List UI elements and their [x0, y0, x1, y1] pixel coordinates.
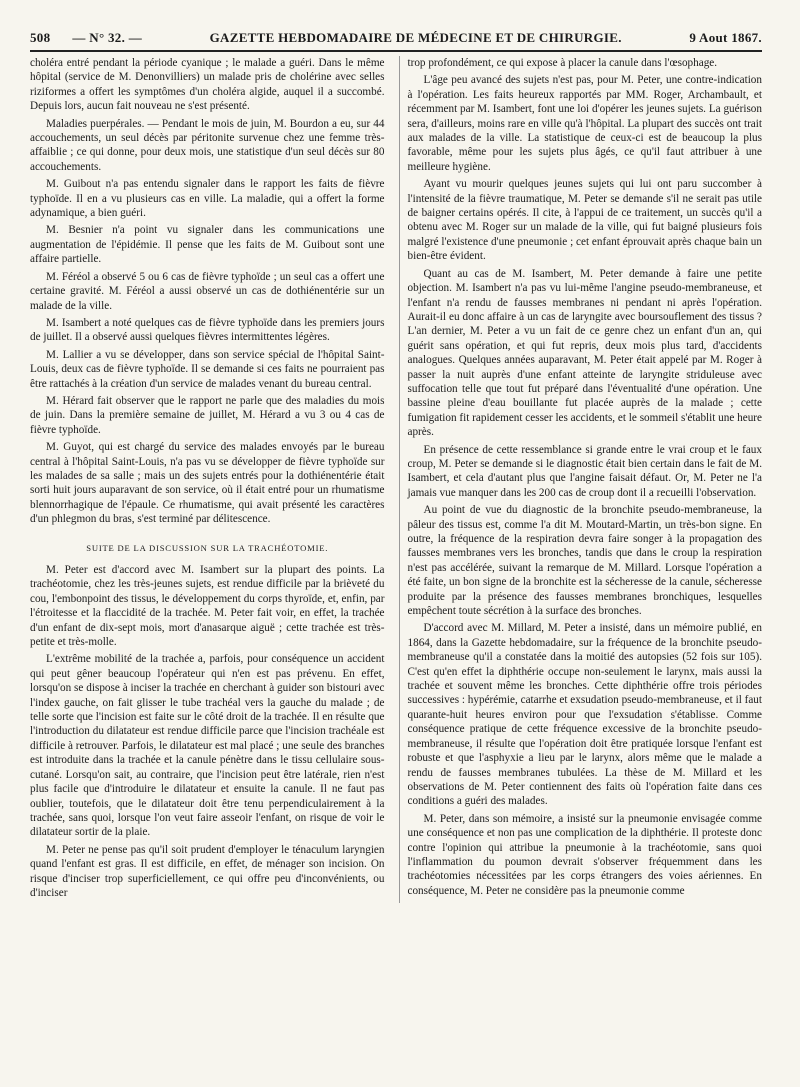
left-column: [30, 56, 385, 903]
paragraph: En présence de cette ressemblance si grande entre le vrai croup et le faux croup, M. Peter se demande si le diagnostic était bien certain dans le fait de M. Isambert, et cela d'autant plus que l'angine faisait défaut. Or, M. Peter ne l'a jamais vue manquer dans les 200 cas de croup dont il a recueilli l'observation.: [407, 443, 762, 499]
paragraph: L'extrême mobilité de la trachée a, parfois, pour conséquence un accident qui peut gêner beaucoup l'opérateur qui n'en est pas prévenu. En effet, lorsqu'on se dispose à inciser la trachée en cherchant à guider son bistouri avec l'index gauche, on fait glisser le tube trachéal vers la gauche du malade ; de telle sorte que l'incision est faite sur le côté droit de la trachée. Il en résulte que l'introduction du dilatateur est rendue difficile parce que l'incision trachéale est difficile à retrouver. Parfois, le dilatateur est mal placé ; une seule des branches est introduite dans la trachée et la canule pénètre dans le tissu cellulaire sous-cutané. Lorsqu'on sait, au contraire, que l'incision peut être latérale, rien n'est plus facile que d'introduire le dilatateur et ensuite la canule. Il ne faut pas oublier, toutefois, que le dilatateur doit être tenu perpendiculairement à la trachée, sans quoi, lorsque l'on veut faire asseoir l'enfant, on risque de voir le dilatateur sortir de la plaie.: [30, 653, 385, 839]
paragraph: trop profondément, ce qui expose à placer la canule dans l'œsophage.: [407, 57, 718, 69]
paragraph: M. Peter, dans son mémoire, a insisté sur la pneumonie envisagée comme une conséquence et non pas une complication de la diphthérie. Il proteste donc contre l'opinion qui attribue la pneumonie à la trachéotomie, sans quoi l'inflammation du poumon devrait s'observer fréquemment dans les trachéotomies nécessitées par les corps étrangers des voies aériennes. En conséquence, M. Peter ne considère pas la pneumonie comme: [407, 812, 762, 897]
paragraph: M. Lallier a vu se développer, dans son service spécial de l'hôpital Saint-Louis, deux cas de fièvre typhoïde. Il se demande si ces faits ne pourraient pas être rattachés à la création d'un service de malades venant du bureau central.: [30, 348, 385, 390]
paragraph: Ayant vu mourir quelques jeunes sujets qui lui ont paru succomber à l'intensité de la fièvre traumatique, M. Peter se demande s'il ne serait pas utile de baigner certains opérés. Il cite, à l'appui de ce traitement, un succès qu'il a obtenu avec M. Roger sur un malade de la ville, qui fut baigné plusieurs fois malgré l'existence d'une pneumonie ; cet enfant éprouvait après chaque bain un bien-être évident.: [407, 178, 762, 263]
right-column: [399, 56, 763, 903]
paragraph: M. Guyot, qui est chargé du service des malades envoyés par le bureau central à l'hôpital Saint-Louis, n'a pas vu se développer de fièvre typhoïde sur les malades de sa salle ; mais un des sujets entrés pour la dothiénentérie était sorti huit jours auparavant de son service, où il était entré pour un rhumatisme blennorrhagique de l'épaule. Ce rhumatisme, qui avait présenté les caractères d'un phlegmon du bras, s'est terminé par délitescence.: [30, 441, 385, 526]
paragraph: M. Hérard fait observer que le rapport ne parle que des maladies du mois de juin. Dans la première semaine de juillet, M. Hérard a vu 3 ou 4 cas de fièvre typhoïde.: [30, 394, 385, 436]
section-heading: SUITE DE LA DISCUSSION SUR LA TRACHÉOTOMIE.: [86, 542, 329, 553]
paragraph: D'accord avec M. Millard, M. Peter a insisté, dans un mémoire publié, en 1864, dans la Gazette hebdomadaire, sur la fréquence de la bronchite pseudo-membraneuse qu'il a constatée dans la moitié des autopsies (52 fois sur 105). C'est qu'en effet la diphthérie occupe non-seulement le larynx, mais aussi la trachée et souvent même les bronches. Cette diphthérie offre trois périodes successives : hypérémie, catarrhe et exsudation pseudo-membraneuse, et il faut quarante-huit heures environ pour que l'exsudation s'établisse. Comme conséquence pratique de cette fréquence excessive de la bronchite pseudo-membraneuse, il résulte que l'opération doit être pratiquée lorsque l'enfant est robuste et que l'asphyxie a lieu par le larynx, alors même que le malade a rendu de fausses membranes tubulées. La thèse de M. Millard et les observations de M. Peter contiennent des faits où l'opération faite dans ces conditions a guéri des malades.: [407, 622, 762, 808]
paragraph: choléra entré pendant la période cyanique ; le malade a guéri. Dans le même hôpital (service de M. Denonvilliers) un malade pris de cholérine avec selles riziformes a offert les symptômes d'un choléra algide, auquel il a succombé. Depuis lors, aucun fait nouveau ne s'est présenté.: [30, 57, 385, 113]
page-number: 508: [30, 30, 51, 45]
paragraph: Quant au cas de M. Isambert, M. Peter demande à faire une petite objection. M. Isambert n'a pas vu lui-même l'angine pseudo-membraneuse, et l'enfant n'a rendu de fausses membranes ni pendant ni après l'opération. Aurait-il eu donc affaire à un cas de laryngite avec boursouflement des tissus ? L'an dernier, M. Peter a vu un fait de ce genre chez un enfant d'un an, qui guérit sans opération, et qui fut repris, deux mois plus tard, d'accidents analogues. Quelques années auparavant, M. Peter était appelé par M. Roger à passer la nuit auprès d'une enfant atteinte de laryngite striduleuse avec suffocation telle que tout fut préparé dans l'éventualité d'une opération. Une bassine pleine d'eau bouillante fut placée auprès de la malade ; cette fumigation fit rapidement cesser les accidents, et le sommeil s'établit une heure après.: [407, 267, 762, 439]
paragraph: M. Isambert a noté quelques cas de fièvre typhoïde dans les premiers jours de juillet. Il a observé aussi quelques fièvres intermittentes légères.: [30, 316, 385, 344]
paragraph: M. Féréol a observé 5 ou 6 cas de fièvre typhoïde ; un seul cas a offert une certaine gravité. M. Féréol a aussi observé un cas de dothiénentérie sur un malade de la ville.: [30, 270, 385, 312]
paragraph: Maladies puerpérales. — Pendant le mois de juin, M. Bourdon a eu, sur 44 accouchements, un seul décès par péritonite survenue chez une femme très-affaiblie ; ce qui donne, pour deux mois, une statistique d'un seul décès sur 80 accouchements.: [30, 117, 385, 173]
paragraph: M. Peter ne pense pas qu'il soit prudent d'employer le ténaculum laryngien quand l'enfant est gras. Il est difficile, en effet, de ménager son incision. On risque d'inciser trop superficiellement, ce qui offre peu d'inconvénients, ou d'inciser: [30, 843, 385, 899]
journal-title: GAZETTE HEBDOMADAIRE DE MÉDECINE ET DE CHIRURGIE.: [209, 30, 622, 45]
paragraph: M. Besnier n'a point vu signaler dans les communications une augmentation de l'épidémie. Il pense que les faits de M. Guibout sont une affaire partielle.: [30, 224, 385, 266]
paragraph: Au point de vue du diagnostic de la bronchite pseudo-membraneuse, la pâleur des tissus est, comme l'a dit M. Moutard-Martin, un très-bon signe. En outre, la fréquence de la respiration devra faire songer à la propagation des fausses membranes vers les bronches, tandis que dans le croup la respiration n'est pas accélérée, suivant la remarque de M. Millard. Lorsque l'opération a été faite, un bon signe de la bronchite est la sécheresse de la canule, sécheresse produite par la présence des fausses membranes bronchiques, lesquelles empêchent toute sécrétion à la surface des bronches.: [407, 504, 762, 618]
issue-number: — N° 32. —: [72, 30, 142, 45]
paragraph: L'âge peu avancé des sujets n'est pas, pour M. Peter, une contre-indication à l'opération. Les faits heureux rapportés par MM. Roger, Archambault, et récemment par M. Isambert, font une loi d'opérer les jeunes sujets. La guérison sera, d'ailleurs, moins rare en ville qu'à l'hôpital. La plupart des succès ont trait aux malades de la ville. La statistique de ceux-ci est de beaucoup la plus favorable, même pour les sujets plus âgés, ce qu'il faut attribuer à une meilleure hygiène.: [407, 74, 762, 173]
paragraph: M. Guibout n'a pas entendu signaler dans le rapport les faits de fièvre typhoïde. Il en a vu plusieurs cas en ville. La maladie, qui a offert la forme adynamique, a bien guéri.: [30, 178, 385, 220]
issue-date: 9 Aout 1867.: [689, 30, 762, 45]
page-header: [30, 30, 762, 52]
text-columns: [30, 56, 762, 903]
paragraph: M. Peter est d'accord avec M. Isambert sur la plupart des points. La trachéotomie, chez les très-jeunes sujets, est rendue difficile par la brièveté du cou, l'embonpoint des tissus, le développement du corps thyroïde, et, enfin, par l'étroitesse et la flaccidité de la trachée. M. Peter fait voir, en effet, la trachée d'un enfant de dix-sept mois, mort d'anasarque aiguë ; cette trachée est très-petite et très-molle.: [30, 564, 385, 649]
